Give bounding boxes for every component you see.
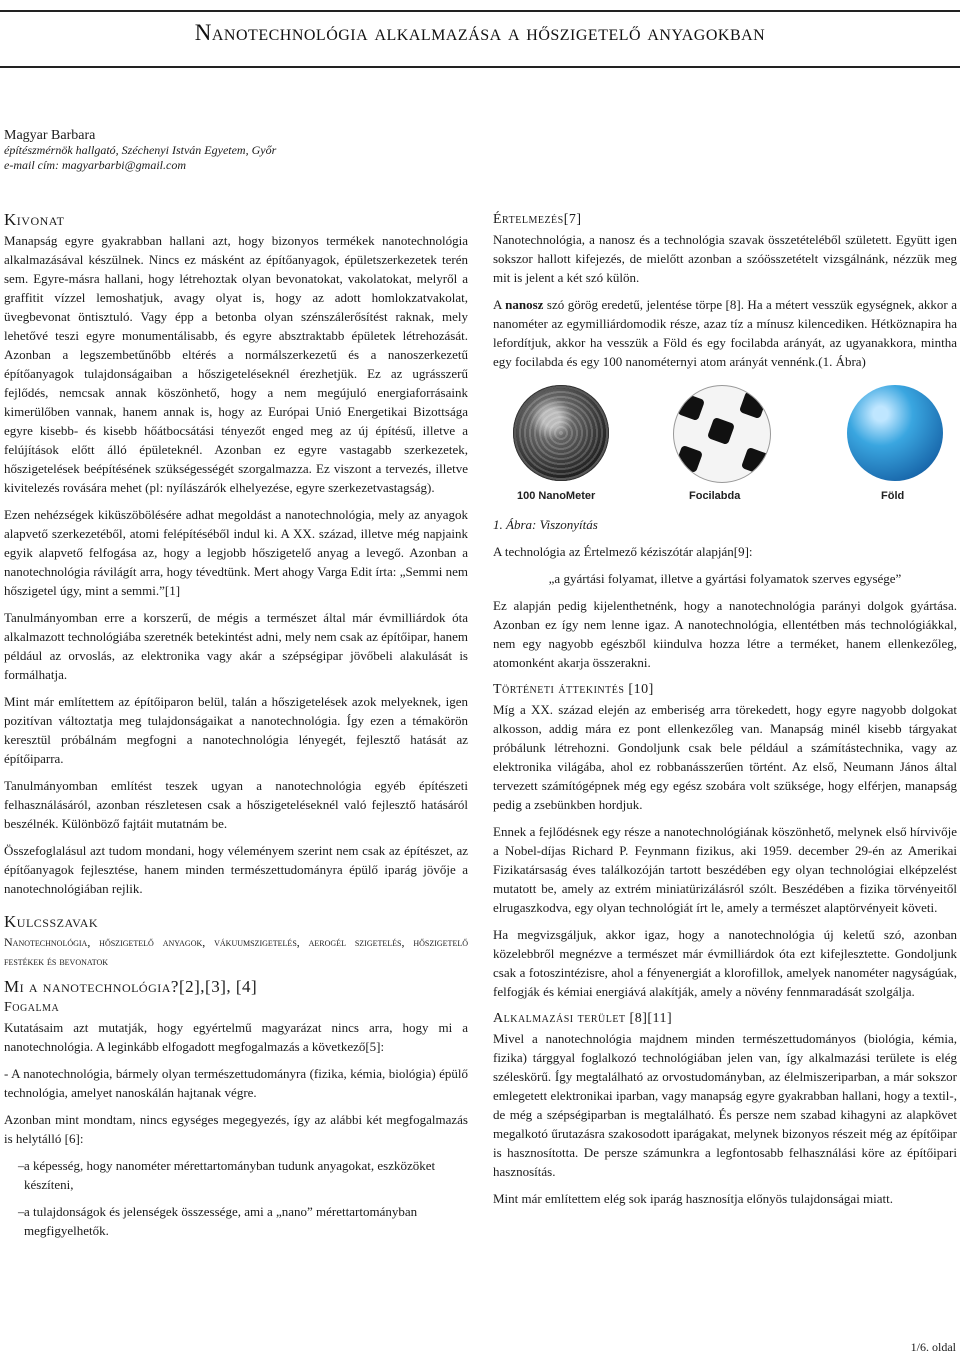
earth-image [847, 385, 943, 481]
kivonat-paragraph-2: Ezen nehézségek kiküszöbölésére adhat megoldást a nanotechnológia, mely az anyagok alapvető szerkezetéből, atomi felépítéséből indul ki. A XX. század, illetve még napjaink egyik alapvető felfogása az, hogy a legjobb hőszigetelő anyag a levegő. Azonban a nanotechnológia rávilágít arra, hogy tévedtünk. Mert ahogy Varga Edit írta: „Semmi nem hőszigetel úgy, mint a semmi.”[1] [4, 507, 468, 598]
ertelmezes-paragraph-1: Nanotechnológia, a nanosz és a technológia szavak összetételéből született. Együtt igen sokszor hallott kifejezés, de mielőtt azonban a szóösszetételt vizsgálnánk, nézzük meg mit is jelent a két szó külön. [493, 232, 957, 285]
comparison-figure [493, 379, 957, 507]
torteneti-paragraph-3: Ha megvizsgáljuk, akkor igaz, hogy a nanotechnológia új keletű szó, azonban közelebbről megnézve a természet már évmilliárdok óta ezt kifejlesztette. Gondoljunk csak a fotoszintézisre, ahol a fényenergiát a klorofillok, amelyek nanométer nagyságúak, felfogják és kémiai energiává alakítják, amely a növény fennmaradását szolgálja. [493, 927, 957, 999]
kivonat-paragraph-6: Összefoglalásul azt tudom mondani, hogy véleményem szerint nem csak az építészet, az építőanyagok fejlesztése, hanem minden természettudományra épülő iparág jövője a nanotechnológiában rejlik. [4, 843, 468, 896]
alkalmazasi-paragraph-1: Mivel a nanotechnológia majdnem minden természettudományos (biológia, kémia, fizika) tárggyal foglalkozó technológiában jelen van, így alkalmazási területe is elég széleskörű. Így megtalálható az orvostudományban, az élelmiszeriparban, a már sokszor emlegetett elektronikai iparban, vagy manapság egyre gyakrabban hallani, hogy a textil-, de még a szépségiparban is megtalálható. És persze nem szabad kihagyni az alapkövet megalkotó űrutazásra szakosodott iparágakat, melynek bizonyos részeit még az építőipar is hasznosította. De persze számunkra a legfontosabb felhasználási köre az építőipari hasznosítás. [493, 1031, 957, 1179]
figure-label-earth: Föld [881, 490, 905, 502]
page-title: Nanotechnológia alkalmazása a hőszigetelő anyagokban [194, 20, 766, 45]
page-number: 1/6. oldal [910, 1340, 956, 1354]
torteneti-heading: Történeti áttekintés [10] [493, 682, 654, 697]
alkalmazasi-paragraph-2: Mint már említettem elég sok iparág hasznosítja előnyös tulajdonságai miatt. [493, 1191, 894, 1206]
author-block [4, 128, 276, 173]
nanosz-term: nanosz [505, 297, 544, 312]
author-affiliation: építészmérnök hallgató, Széchenyi István Egyetem, Győr [4, 143, 277, 157]
figure-label-nanometer: 100 NanoMeter [517, 490, 596, 502]
top-rule [0, 10, 960, 12]
left-column [4, 210, 468, 1248]
list-item: – a képesség, hogy nanométer mérettartományban tudunk anyagokat, eszközöket készíteni, [18, 1158, 436, 1192]
dash-marker: – [18, 1204, 25, 1219]
author-email: e-mail cím: magyarbarbi@gmail.com [4, 158, 187, 172]
kivonat-paragraph-5: Tanulmányomban említést teszek ugyan a nanotechnológia egyéb építészeti felhasználásáról, azonban részletesen csak a hőszigeteléseknél való fejlesztő hatásáról beszélnék. Különböző fajtáit mutatnám be. [4, 778, 468, 831]
figure-caption: 1. Ábra: Viszonyítás [493, 517, 598, 532]
mi-a-nanotechnologia-heading: Mi a nanotechnológia?[2],[3], [4] [4, 977, 258, 996]
technologia-paragraph-2: Ez alapján pedig kijelenthetnénk, hogy a nanotechnológia parányi dolgok gyártása. Azonban ez így nem lenne igaz. A nanotechnológia, ellentétben más technológiákkal, nem egy nagyobb egészből kiindulva hozza létre a terméket, hanem ellenkezőleg, atomonként akarja összerakni. [493, 598, 957, 670]
author-name: Magyar Barbara [4, 128, 96, 143]
title-rule [0, 66, 960, 68]
torteneti-paragraph-1: Míg a XX. század elején az emberiség arra törekedett, hogy egyre nagyobb dolgokat alkosson, addig mára ez pont ellenkezőleg van. Manapság minél kisebb tárgyakat próbálunk létrehozni. Gondoljunk csak bele például a számítástechnika, vagy az elektronika világába, ahol ez robbanásszerűen történt. Az első, Neumann János által tervezett számítógépnek még egy egész szobára volt szüksége, hogy elférjen, manapság pedig a zsebünkben hordjuk. [493, 702, 957, 812]
keywords: Nanotechnológia, hőszigetelő anyagok, vákuumszigetelés, aerogél szigetelés, hőszigetelő festékek és bevonatok [4, 935, 468, 968]
figure-label-football: Focilabda [689, 490, 741, 502]
kulcsszavak-heading: Kulcsszavak [4, 912, 99, 931]
ertelmezes-paragraph-2: A nanosz szó görög eredetű, jelentése törpe [8]. Ha a métert vesszük egységnek, akkor a nanométer az egymilliárdomodik része, azaz tíz a mínusz kilencediken. Hétköznapira ha lefordítjuk, akkor ha vesszük a Föld és egy focilabda arányát, az ugyanakkora, mintha egy focilabda és egy 100 nanométernyi atom arányát vennénk.(1. Ábra) [493, 297, 957, 369]
kivonat-heading: Kivonat [4, 210, 65, 229]
list-item: – a tulajdonságok és jelenségek összessége, ami a „nano” mérettartományban megfigyelhetők. [18, 1204, 418, 1238]
ertelmezes-heading: Értelmezés[7] [493, 212, 582, 227]
fogalma-paragraph-1: Kutatásaim azt mutatják, hogy egyértelmű magyarázat nincs arra, hogy mi a nanotechnológia. A leginkább elfogadott megfogalmazás a következő[5]: [4, 1020, 468, 1054]
torteneti-paragraph-2: Ennek a fejlődésnek egy része a nanotechnológiának köszönhető, melynek első hírvivője a Nobel-díjas Richard P. Feynmann fizikus, aki 1959. december 29-én az Amerikai Fizikatársaság éves találkozóján tartott beszédében egy olyan technológiai elképzelést mutatott be, amely az extrém miniatürizálásról szólt. Beszédében a fizika törvényeitől elrugaszkodva, egy olyan technológiát írt le, amely a természet alaptörvényeit követi. [493, 824, 957, 915]
kivonat-paragraph-1: Manapság egyre gyakrabban hallani azt, hogy bizonyos termékek nanotechnológia alkalmazásával készülnek. Nincs ez másként az építőanyagok, épületszerkezetek terén sem. Egyre-másra hallani, hogy létrehoztak olyan bevonatokat, vakolatokat, melyről a graffitit vízzel lemoshatjuk, avagy olyat is, hogy az adott homlokzatvakolat, üvegbevonat öntisztuló. Vagy épp a betonba olyan szénszálerősítést raknak, mely lehetővé teszi egyre monumentálisabb, és egyre absztraktabb épületek létrehozását. Azonban a legszembetűnőbb eltérés a normálszerkezetű és a nanoszerkezetű építőanyagok tulajdonságaiban a hőszigeteléseknél érezhetjük. Ez az ugrásszerű fejlődés, nemcsak annak köszönhető, hogy a nem megújuló energiaforrásaink kimerülőben vannak, hanem annak is, hogy az Európai Unió Energetikai Bizottsága egyre kisebb- és kisebb hőátbocsátási tényezőt enged meg az új építésű, illetve a felújítások előtt álló épületeknél. Azonban ez egyre vastagabb szerkezetek, hőszigetelések beépítésének szükségességét szorgalmazza. Ez viszont a tervezés, illetve kivitelezés rovására mehet (pl: nyílászárók elhelyezése, egyre szerkezetvastagság). [4, 233, 468, 495]
virus-image [513, 385, 609, 481]
right-column [493, 210, 957, 1216]
football-image [673, 385, 771, 483]
alkalmazasi-heading: Alkalmazási terület [8][11] [493, 1011, 673, 1026]
fogalma-paragraph-2: - A nanotechnológia, bármely olyan természettudományra (fizika, kémia, biológia) épülő technológia, amelyet nanoskálán hajtanak végre. [4, 1066, 468, 1100]
definition-quote: „a gyártási folyamat, illetve a gyártási folyamatok szerves egysége” [548, 571, 902, 586]
dash-marker: – [18, 1158, 25, 1173]
kivonat-paragraph-3: Tanulmányomban erre a korszerű, de mégis a természet által már évmilliárdok óta alkalmazott technológiába szeretnék betekintést adni, mely nem csak az építőipar, hanem például az orvoslás, az elektronika vagy akár a szépségipar jövőbeli alakulását is formálhatja. [4, 610, 468, 682]
fogalma-heading: Fogalma [4, 1000, 60, 1015]
technologia-paragraph: A technológia az Értelmező kéziszótár alapján[9]: [493, 544, 753, 559]
fogalma-paragraph-3: Azonban mint mondtam, nincs egységes megegyezés, így az alábbi két megfogalmazás is helytálló [6]: [4, 1112, 468, 1146]
definition-list [4, 1156, 468, 1240]
kivonat-paragraph-4: Mint már említettem az építőiparon belül, talán a hőszigetelések azok melyeknek, igen pozitívan változtatja meg tulajdonságaikat a nanotechnológia. Így ezen a témakörön keresztül próbálnám megfogni a nanotechnológia lényegét, fejlesztő hatását az építőiparra. [4, 694, 468, 766]
